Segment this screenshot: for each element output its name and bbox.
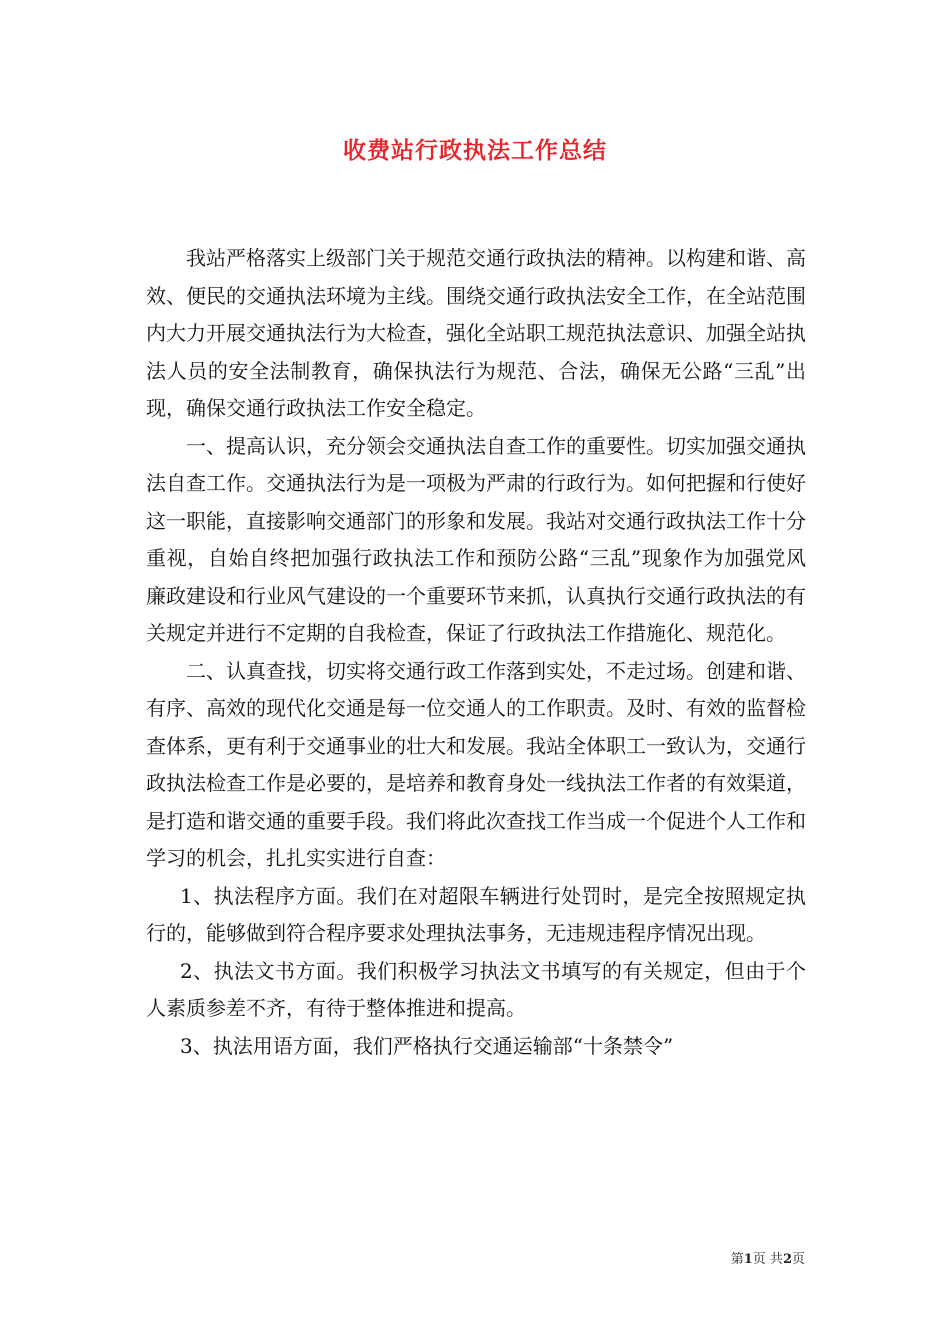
total-pages-number: 2 bbox=[782, 1252, 792, 1267]
document-body bbox=[146, 240, 806, 1065]
current-page-number: 1 bbox=[743, 1252, 753, 1267]
item-three-paragraph: 3、执法用语方面，我们严格执行交通运输部“十条禁令” bbox=[180, 1033, 674, 1058]
footer-middle: 页 共 bbox=[752, 1252, 783, 1267]
footer-suffix: 页 bbox=[791, 1252, 805, 1267]
document-title: 收费站行政执法工作总结 bbox=[343, 137, 607, 164]
section-one-paragraph: 一、提高认识，充分领会交通执法自查工作的重要性。切实加强交通执法自查工作。交通执法行为是一项极为严肃的行政行为。如何把握和行使好这一职能，直接影响交通部门的形象和发展。我站对交通行政执法工作十分重视，自始自终把加强行政执法工作和预防公路“三乱”现象作为加强党风廉政建设和行业风气建设的一个重要环节来抓，认真执行交通行政执法的有关规定并进行不定期的自我检查，保证了行政执法工作措施化、规范化。 bbox=[146, 433, 806, 645]
item-one-paragraph: 1、执法程序方面。我们在对超限车辆进行处罚时，是完全按照规定执行的，能够做到符合程序要求处理执法事务，无违规违程序情况出现。 bbox=[146, 883, 806, 945]
section-two-paragraph: 二、认真查找，切实将交通行政工作落到实处，不走过场。创建和谐、有序、高效的现代化交通是每一位交通人的工作职责。及时、有效的监督检查体系，更有利于交通事业的壮大和发展。我站全体职工一致认为，交通行政执法检查工作是必要的，是培养和教育身处一线执法工作者的有效渠道，是打造和谐交通的重要手段。我们将此次查找工作当成一个促进个人工作和学习的机会，扎扎实实进行自查： bbox=[146, 658, 806, 870]
intro-paragraph: 我站严格落实上级部门关于规范交通行政执法的精神。以构建和谐、高效、便民的交通执法环境为主线。围绕交通行政执法安全工作，在全站范围内大力开展交通执法行为大检查，强化全站职工规范执法意识、加强全站执法人员的安全法制教育，确保执法行为规范、合法，确保无公路“三乱”出现，确保交通行政执法工作安全稳定。 bbox=[146, 246, 806, 420]
footer-prefix: 第 bbox=[730, 1252, 744, 1267]
item-two-paragraph: 2、执法文书方面。我们积极学习执法文书填写的有关规定，但由于个人素质参差不齐，有待于整体推进和提高。 bbox=[146, 958, 806, 1020]
page-footer bbox=[731, 1248, 805, 1267]
